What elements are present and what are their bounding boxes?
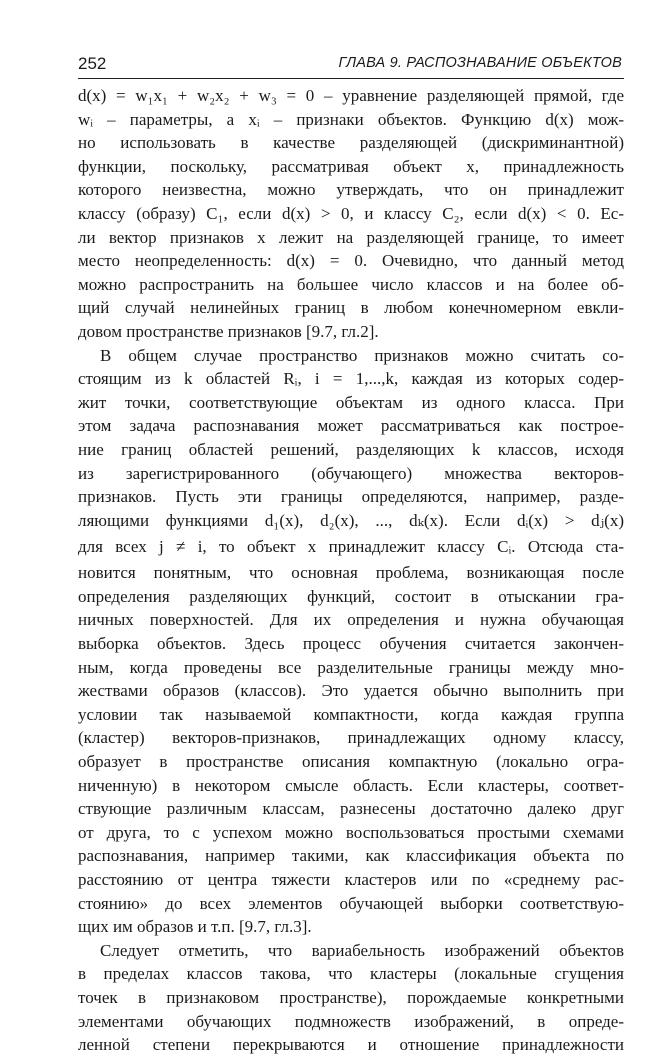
text-line: d(x) = w₁x₁ + w₂x₂ + w₃ = 0 – уравнение разделяющей прямой, где: [78, 86, 624, 105]
text-line: но использовать в качестве разделяющей (дискриминантной): [78, 133, 624, 153]
text-line: жит точки, соответствующие объектам из одного класса. При: [78, 392, 624, 412]
text-line: довом пространстве признаков [9.7, гл.2].: [78, 321, 379, 341]
paragraph-2: [78, 344, 624, 939]
text-line: определения разделяющих функций, состоит в отыскании гра-: [78, 586, 624, 606]
page-header: [78, 52, 624, 79]
text-line: место неопределенность: d(x) = 0. Очевидно, что данный метод: [78, 251, 624, 271]
paragraph-1: [78, 84, 624, 344]
text-line: щих им образов и т.п. [9.7, гл.3].: [78, 917, 312, 937]
text-line: wᵢ – параметры, а xᵢ – признаки объектов. Функцию d(x) мож-: [78, 109, 624, 129]
text-line: выборка объектов. Здесь процесс обучения считается закончен-: [78, 634, 624, 654]
page-number: 252: [78, 54, 107, 73]
text-line: ным, когда проведены все разделительные границы между мно-: [78, 657, 624, 677]
text-line: ленной степени перекрываются и отношение принадлежности: [78, 1035, 624, 1055]
text-line: ствующие различным классам, разнесены достаточно далеко друг: [78, 799, 624, 819]
text-line: ляющими функциями d₁(x), d₂(x), ..., dₖ(x). Если dᵢ(x) > dⱼ(x): [78, 510, 624, 530]
text-line: классу (образу) C₁, если d(x) > 0, и классу C₂, если d(x) < 0. Ес-: [78, 203, 624, 223]
text-line: которого неизвестна, можно утверждать, что он принадлежит: [78, 180, 624, 200]
text-line: В общем случае пространство признаков можно считать со-: [100, 345, 624, 365]
text-line: новится понятным, что основная проблема, возникающая после: [78, 563, 624, 583]
paragraph-3: [78, 939, 624, 1057]
text-line: точек в признаковом пространстве), порождаемые конкретными: [78, 987, 624, 1007]
running-head: ГЛАВА 9. РАСПОЗНАВАНИЕ ОБЪЕКТОВ: [338, 55, 622, 71]
text-line: от друга, то с успехом можно воспользоваться простыми схемами: [78, 822, 624, 842]
text-line: жествами образов (классов). Это удается обычно выполнить при: [78, 681, 624, 701]
text-line: распознавания, например такими, как классификация объекта по: [78, 846, 624, 866]
body-text: [78, 84, 624, 1057]
text-line: ниченную) в некотором смысле область. Если кластеры, соответ-: [78, 775, 624, 795]
text-line: Следует отметить, что вариабельность изображений объектов: [100, 940, 624, 960]
text-line: расстоянию от центра тяжести кластеров или по «среднему рас-: [78, 870, 624, 889]
text-line: условии так называемой компактности, когда каждая группа: [78, 704, 624, 724]
text-line: стоящим из k областей Rᵢ, i = 1,...,k, каждая из которых содер-: [78, 369, 624, 389]
text-line: ли вектор признаков x лежит на разделяющей границе, то имеет: [78, 227, 624, 247]
text-line: для всех j ≠ i, то объект x принадлежит классу Cᵢ. Отсюда ста-: [78, 537, 624, 557]
text-line: этом задача распознавания может рассматриваться как построе-: [78, 416, 624, 436]
text-line: ничных поверхностей. Для их определения и нужна обучающая: [78, 610, 624, 630]
text-line: признаков. Пусть эти границы определяются, например, разде-: [78, 487, 624, 507]
text-line: функции, поскольку, рассматривая объект x, принадлежность: [78, 156, 624, 176]
text-line: можно распространить на большее число классов и на более об-: [78, 274, 624, 294]
text-line: щий случай нелинейных границ в любом конечномерном евкли-: [78, 298, 624, 318]
text-line: в пределах классов такова, что кластеры (локальные сгущения: [78, 964, 624, 984]
text-line: стоянию» до всех элементов обучающей выборки соответствую-: [78, 893, 624, 913]
text-line: ние границ областей решений, разделяющих k классов, исходя: [78, 439, 624, 459]
text-line: (кластер) векторов-признаков, принадлежащих одному классу,: [78, 728, 624, 748]
text-line: образует в пространстве описания компактную (локально огра-: [78, 752, 624, 772]
text-line: элементами обучающих подмножеств изображений, в опреде-: [78, 1011, 624, 1031]
text-line: из зарегистрированного (обучающего) множества векторов-: [78, 463, 624, 483]
